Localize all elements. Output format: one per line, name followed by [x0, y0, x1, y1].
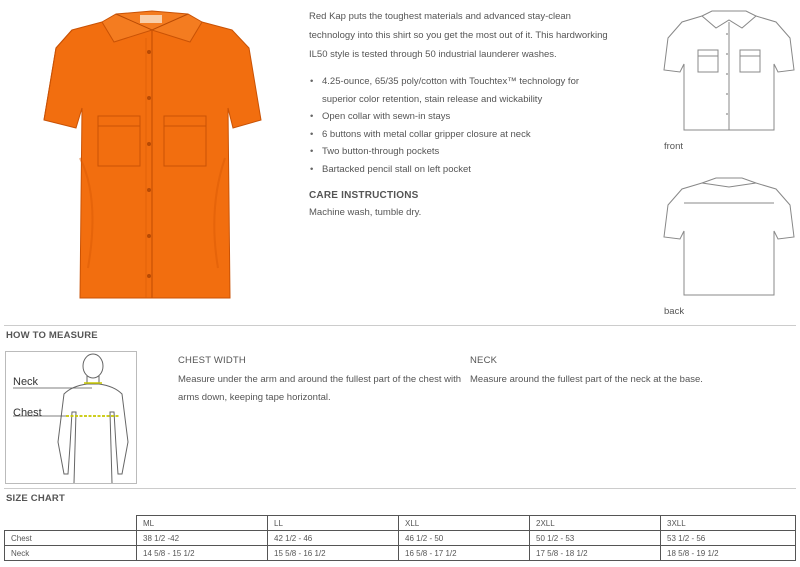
size-cell: 17 5/8 - 18 1/2 — [530, 546, 661, 561]
size-column-header: LL — [268, 516, 399, 531]
chest-width-title: CHEST WIDTH — [178, 355, 246, 366]
size-cell: 53 1/2 - 56 — [661, 531, 796, 546]
feature-list — [309, 73, 609, 178]
size-cell: 14 5/8 - 15 1/2 — [137, 546, 268, 561]
front-label: front — [664, 141, 684, 152]
neck-instructions — [470, 352, 760, 389]
shirt-back-flat-sketch — [660, 175, 798, 297]
neck-title: NECK — [470, 355, 498, 366]
size-column-header: ML — [137, 516, 268, 531]
feature-item: • Two button-through pockets — [309, 143, 609, 161]
size-cell: 16 5/8 - 17 1/2 — [399, 546, 530, 561]
size-chart-heading: SIZE CHART — [6, 493, 65, 504]
care-instructions-heading: CARE INSTRUCTIONS — [309, 190, 419, 201]
size-cell: 38 1/2 -42 — [137, 531, 268, 546]
shirt-front-flat-sketch — [660, 10, 798, 132]
feature-item: • 4.25-ounce, 65/35 poly/cotton with Touchtex™ technology for superior color retention, stain release and wickability — [309, 73, 609, 108]
shirt-product-image — [40, 8, 265, 306]
figure-neck-label: Neck — [13, 376, 39, 388]
size-cell: 15 5/8 - 16 1/2 — [268, 546, 399, 561]
size-column-header: 2XLL — [530, 516, 661, 531]
row-label: Chest — [5, 531, 137, 546]
section-divider — [4, 488, 796, 489]
size-column-header: 3XLL — [661, 516, 796, 531]
measure-figure — [5, 351, 137, 484]
size-cell: 50 1/2 - 53 — [530, 531, 661, 546]
feature-item: • 6 buttons with metal collar gripper closure at neck — [309, 126, 609, 144]
neck-text: Measure around the fullest part of the neck at the base. — [470, 374, 703, 385]
size-cell: 42 1/2 - 46 — [268, 531, 399, 546]
row-label: Neck — [5, 546, 137, 561]
care-instructions-text: Machine wash, tumble dry. — [309, 207, 422, 218]
how-to-measure-heading: HOW TO MEASURE — [6, 330, 98, 341]
size-chart-table — [4, 515, 796, 561]
table-row — [5, 546, 796, 561]
size-chart-header-row — [5, 516, 796, 531]
size-column-header: XLL — [399, 516, 530, 531]
size-chart-corner — [5, 516, 137, 531]
chest-width-instructions — [178, 352, 468, 407]
feature-item: • Bartacked pencil stall on left pocket — [309, 161, 609, 179]
size-cell: 46 1/2 - 50 — [399, 531, 530, 546]
product-description — [309, 7, 609, 221]
feature-item: • Open collar with sewn-in stays — [309, 108, 609, 126]
back-label: back — [664, 306, 685, 317]
size-cell: 18 5/8 - 19 1/2 — [661, 546, 796, 561]
description-intro: Red Kap puts the toughest materials and advanced stay-clean technology into this shirt so you get the most out of it. This hardworking IL50 style is tested through 50 industrial launderer washes. — [309, 11, 608, 60]
chest-width-text: Measure under the arm and around the fullest part of the chest with arms down, keeping tape horizontal. — [178, 374, 462, 403]
figure-chest-label: Chest — [13, 407, 42, 419]
section-divider — [4, 325, 796, 326]
table-row — [5, 531, 796, 546]
